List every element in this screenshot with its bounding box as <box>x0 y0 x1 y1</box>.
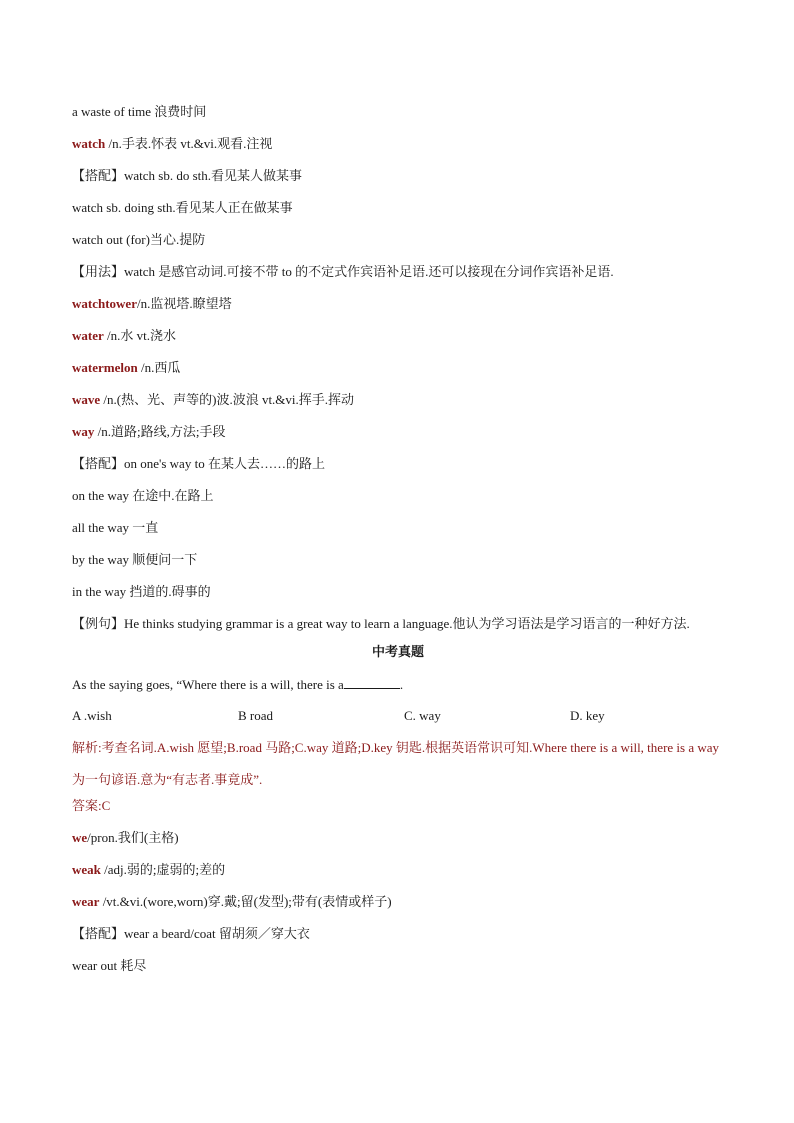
definition: /n.手表.怀表 vt.&vi.观看.注视 <box>105 136 273 151</box>
option-a: A .wish <box>72 708 112 723</box>
entry-watermelon <box>72 358 724 390</box>
entry-we <box>72 828 724 860</box>
question-end: . <box>399 677 404 692</box>
collocation-line <box>72 198 724 230</box>
collocation-text: 【搭配】on one's way to 在某人去……的路上 <box>72 456 325 471</box>
entry-wave <box>72 390 724 422</box>
collocation-text: in the way 挡道的.碍事的 <box>72 584 211 599</box>
answer-text: 答案:C <box>72 798 111 813</box>
collocation-text: wear out 耗尽 <box>72 958 147 973</box>
collocation-text: by the way 顺便问一下 <box>72 552 198 567</box>
option-b: B road <box>238 708 274 723</box>
entry-watch <box>72 134 724 166</box>
option-d: D. key <box>570 708 605 723</box>
headword: wave <box>72 392 101 407</box>
collocation-line <box>72 956 724 988</box>
collocation-text: watch sb. doing sth.看见某人正在做某事 <box>72 200 293 215</box>
collocation-line <box>72 518 724 550</box>
headword: watermelon <box>72 360 138 375</box>
headword: way <box>72 424 95 439</box>
headword: water <box>72 328 104 343</box>
headword: weak <box>72 862 101 877</box>
definition: /n.道路;路线,方法;手段 <box>94 424 226 439</box>
headword: wear <box>72 894 100 909</box>
definition: /n.(热、光、声等的)波.波浪 vt.&vi.挥手.挥动 <box>100 392 355 407</box>
headword: watch <box>72 136 106 151</box>
entry-way <box>72 422 724 454</box>
definition: /pron.我们(主格) <box>87 830 179 845</box>
section-title-text: 中考真题 <box>371 644 424 659</box>
definition: /vt.&vi.(wore,worn)穿.戴;留(发型);带有(表情或样子) <box>99 894 392 909</box>
entry-water <box>72 326 724 358</box>
exam-question <box>72 674 724 706</box>
collocation-text: 【搭配】wear a beard/coat 留胡须／穿大衣 <box>72 926 310 941</box>
definition: /adj.弱的;虚弱的;差的 <box>100 862 226 877</box>
collocation-line <box>72 550 724 582</box>
question-text: As the saying goes, “Where there is a will, there is a <box>72 677 344 692</box>
collocation-line <box>72 486 724 518</box>
collocation-text: on the way 在途中.在路上 <box>72 488 214 503</box>
collocation-line <box>72 230 724 262</box>
usage-line <box>72 262 724 294</box>
collocation-line <box>72 924 724 956</box>
option-c: C. way <box>404 708 441 723</box>
example-text: 【例句】He thinks studying grammar is a great way to learn a language.他认为学习语法是学习语言的一种好方法. <box>72 616 690 631</box>
entry-weak <box>72 860 724 892</box>
answer-blank <box>344 674 400 689</box>
collocation-text: 【搭配】watch sb. do sth.看见某人做某事 <box>72 168 303 183</box>
entry-wear <box>72 892 724 924</box>
document-page <box>72 102 724 988</box>
headword: we <box>72 830 88 845</box>
entry-watchtower <box>72 294 724 326</box>
collocation-line <box>72 166 724 198</box>
definition: /n.西瓜 <box>137 360 181 375</box>
section-title <box>72 642 724 674</box>
definition: /n.水 vt.浇水 <box>103 328 176 343</box>
collocation-text: all the way 一直 <box>72 520 159 535</box>
answer <box>72 796 724 828</box>
analysis-text: 解析:考查名词.A.wish 愿望;B.road 马路;C.way 道路;D.key 钥匙.根据英语常识可知.Where there is a will, there is a way 为一句谚语.意为“有志者.事竟成”. <box>72 740 720 787</box>
example-sentence <box>72 608 724 640</box>
phrase-line <box>72 102 724 134</box>
definition: /n.监视塔.瞭望塔 <box>136 296 232 311</box>
phrase-text: a waste of time 浪费时间 <box>72 104 207 119</box>
analysis <box>72 732 724 796</box>
usage-text: 【用法】watch 是感官动词.可接不带 to 的不定式作宾语补足语.还可以接现在分词作宾语补足语. <box>72 264 614 279</box>
headword: watchtower <box>72 296 137 311</box>
collocation-line <box>72 454 724 486</box>
collocation-text: watch out (for)当心.提防 <box>72 232 206 247</box>
